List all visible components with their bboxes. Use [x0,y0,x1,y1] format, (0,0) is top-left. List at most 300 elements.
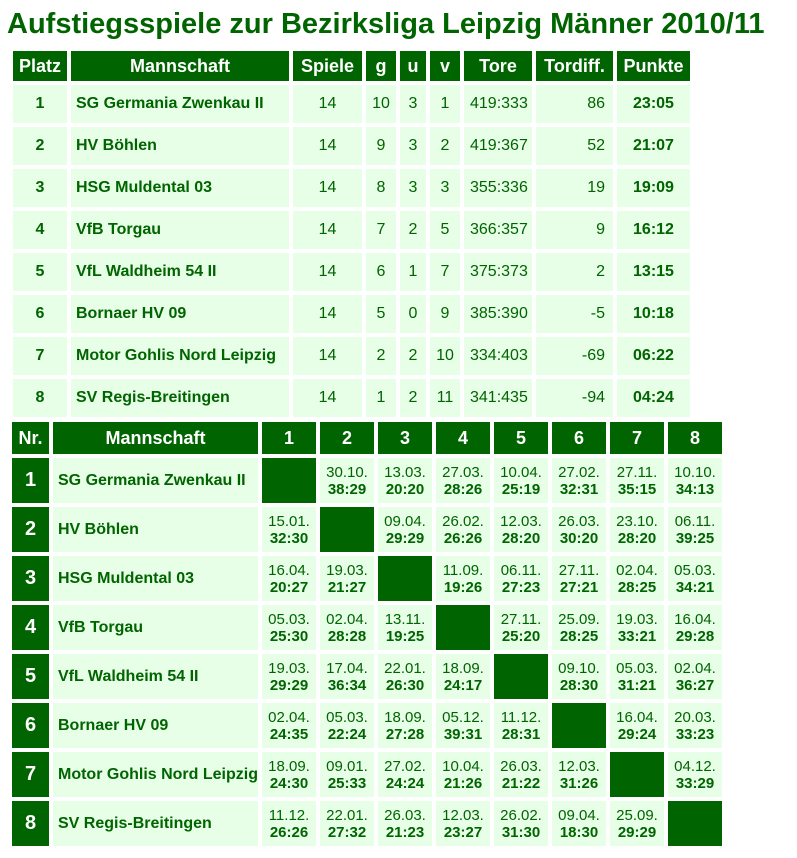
match-score: 19:25 [385,627,425,645]
result-cell [610,458,664,503]
team-cell: Bornaer HV 09 [53,703,258,748]
match-date: 11.09. [442,561,484,579]
losses-cell: 3 [430,169,460,207]
match-date: 19.03. [616,610,658,628]
standings-header-cell: u [400,51,426,81]
match-score: 34:13 [675,480,715,498]
result-cell [552,556,606,601]
match-date: 10.04. [500,463,542,481]
match-date: 27.11. [558,561,600,579]
match-date: 27.03. [442,463,484,481]
match-date: 06.11. [500,561,542,579]
match-score: 23:27 [443,823,483,841]
goals-cell: 355:336 [464,169,532,207]
row-number-cell: 6 [12,703,49,748]
points-cell: 19:09 [617,169,690,207]
result-cell [610,703,664,748]
result-cell [436,801,490,846]
result-cell [494,752,548,797]
points-cell: 06:22 [617,337,690,375]
standings-table [9,47,694,421]
match-score: 29:29 [617,823,657,841]
goals-cell: 366:357 [464,211,532,249]
goals-cell: 334:403 [464,337,532,375]
match-score: 38:29 [327,480,367,498]
result-cell [436,752,490,797]
points-cell: 10:18 [617,295,690,333]
losses-cell: 9 [430,295,460,333]
match-date: 09.04. [558,806,600,824]
match-score: 36:34 [327,676,367,694]
standings-header-cell: g [366,51,396,81]
match-date: 02.04. [326,610,368,628]
match-score: 28:30 [559,676,599,694]
goal-diff-cell: 9 [536,211,613,249]
row-number-cell: 7 [12,752,49,797]
self-match-cell [262,458,316,503]
result-cell [436,654,490,699]
result-cell [262,605,316,650]
draws-cell: 2 [400,379,426,417]
result-cell [436,458,490,503]
goals-cell: 419:333 [464,85,532,123]
row-number-cell: 1 [12,458,49,503]
games-cell: 14 [293,253,362,291]
match-date: 13.03. [384,463,426,481]
match-score: 28:31 [501,725,541,743]
wins-cell: 8 [366,169,396,207]
draws-cell: 1 [400,253,426,291]
goal-diff-cell: 19 [536,169,613,207]
match-score: 25:30 [269,627,309,645]
rank-cell: 7 [13,337,67,375]
wins-cell: 5 [366,295,396,333]
draws-cell: 3 [400,85,426,123]
losses-cell: 5 [430,211,460,249]
result-cell [378,703,432,748]
match-date: 22.01. [326,806,368,824]
match-score: 21:22 [501,774,541,792]
matrix-header-row [12,422,722,454]
match-score: 35:15 [617,480,657,498]
points-cell: 04:24 [617,379,690,417]
match-date: 19.03. [326,561,368,579]
match-date: 15.01. [268,512,310,530]
table-row [13,379,690,417]
team-cell: Motor Gohlis Nord Leipzig [53,752,258,797]
match-score: 27:28 [385,725,425,743]
table-row [12,458,722,503]
self-match-cell [668,801,722,846]
games-cell: 14 [293,337,362,375]
match-date: 06.11. [674,512,716,530]
match-date: 19.03. [268,659,310,677]
table-row [12,605,722,650]
match-score: 34:21 [675,578,715,596]
result-cell [378,605,432,650]
goal-diff-cell: -5 [536,295,613,333]
match-date: 16.04. [674,610,716,628]
match-date: 26.03. [500,757,542,775]
goals-cell: 419:367 [464,127,532,165]
match-score: 21:23 [385,823,425,841]
table-row [12,801,722,846]
match-score: 28:20 [617,529,657,547]
match-score: 25:20 [501,627,541,645]
points-cell: 21:07 [617,127,690,165]
self-match-cell [552,703,606,748]
team-cell: HSG Muldental 03 [53,556,258,601]
row-number-cell: 5 [12,654,49,699]
result-cell [494,556,548,601]
goal-diff-cell: -94 [536,379,613,417]
match-date: 04.12. [674,757,716,775]
match-date: 27.02. [558,463,600,481]
result-cell [494,801,548,846]
losses-cell: 7 [430,253,460,291]
match-score: 21:26 [443,774,483,792]
standings-header-cell: Tordiff. [536,51,613,81]
match-date: 02.04. [674,659,716,677]
self-match-cell [436,605,490,650]
match-date: 02.04. [616,561,658,579]
match-score: 28:28 [327,627,367,645]
result-cell [320,605,374,650]
goal-diff-cell: -69 [536,337,613,375]
match-score: 28:25 [617,578,657,596]
match-score: 29:28 [675,627,715,645]
matrix-header-cell: 8 [668,422,722,454]
result-cell [610,507,664,552]
points-cell: 16:12 [617,211,690,249]
draws-cell: 0 [400,295,426,333]
result-cell [610,654,664,699]
row-number-cell: 4 [12,605,49,650]
match-date: 10.04. [442,757,484,775]
rank-cell: 3 [13,169,67,207]
result-cell [378,654,432,699]
match-date: 22.01. [384,659,426,677]
result-cell [610,801,664,846]
match-score: 31:26 [559,774,599,792]
match-score: 29:29 [269,676,309,694]
result-cell [262,752,316,797]
team-cell: SG Germania Zwenkau II [53,458,258,503]
match-date: 17.04. [326,659,368,677]
match-date: 26.02. [500,806,542,824]
team-cell: SV Regis-Breitingen [71,379,289,417]
match-score: 26:30 [385,676,425,694]
result-cell [668,752,722,797]
match-score: 28:25 [559,627,599,645]
goals-cell: 341:435 [464,379,532,417]
row-number-cell: 2 [12,507,49,552]
result-cell [262,801,316,846]
goal-diff-cell: 86 [536,85,613,123]
match-score: 32:31 [559,480,599,498]
match-score: 31:30 [501,823,541,841]
table-row [13,211,690,249]
table-row [13,85,690,123]
match-date: 12.03. [558,757,600,775]
result-cell [668,507,722,552]
match-date: 12.03. [500,512,542,530]
match-score: 39:31 [443,725,483,743]
result-cell [378,458,432,503]
match-score: 27:32 [327,823,367,841]
match-score: 36:27 [675,676,715,694]
match-score: 24:30 [269,774,309,792]
rank-cell: 8 [13,379,67,417]
matrix-header-cell: 3 [378,422,432,454]
result-cell [494,507,548,552]
goals-cell: 375:373 [464,253,532,291]
games-cell: 14 [293,211,362,249]
match-score: 29:24 [617,725,657,743]
games-cell: 14 [293,169,362,207]
row-number-cell: 3 [12,556,49,601]
match-date: 18.09. [268,757,310,775]
match-score: 18:30 [559,823,599,841]
rank-cell: 6 [13,295,67,333]
match-date: 10.10. [674,463,716,481]
match-score: 24:24 [385,774,425,792]
match-date: 16.04. [268,561,310,579]
match-score: 39:25 [675,529,715,547]
match-score: 29:29 [385,529,425,547]
table-row [12,507,722,552]
wins-cell: 9 [366,127,396,165]
match-date: 13.11. [384,610,426,628]
match-date: 27.02. [384,757,426,775]
match-score: 25:33 [327,774,367,792]
match-date: 18.09. [384,708,426,726]
standings-header-row [13,51,690,81]
match-date: 18.09. [442,659,484,677]
results-matrix-table [8,418,726,850]
match-date: 23.10. [616,512,658,530]
match-date: 05.03. [268,610,310,628]
team-cell: HV Böhlen [53,507,258,552]
games-cell: 14 [293,85,362,123]
match-score: 27:23 [501,578,541,596]
result-cell [552,605,606,650]
team-cell: VfL Waldheim 54 II [53,654,258,699]
match-date: 05.03. [616,659,658,677]
team-cell: Bornaer HV 09 [71,295,289,333]
table-row [12,556,722,601]
match-date: 20.03. [674,708,716,726]
standings-header-cell: Punkte [617,51,690,81]
standings-header-cell: Spiele [293,51,362,81]
result-cell [436,507,490,552]
goal-diff-cell: 52 [536,127,613,165]
result-cell [552,458,606,503]
team-cell: HV Böhlen [71,127,289,165]
match-score: 26:26 [269,823,309,841]
standings-header-cell: Platz [13,51,67,81]
standings-header-cell: v [430,51,460,81]
match-score: 33:21 [617,627,657,645]
result-cell [668,605,722,650]
table-row [12,752,722,797]
matrix-header-cell: 4 [436,422,490,454]
result-cell [320,801,374,846]
match-date: 26.02. [442,512,484,530]
result-cell [494,703,548,748]
standings-body [13,85,690,417]
match-date: 09.01. [326,757,368,775]
match-score: 33:29 [675,774,715,792]
games-cell: 14 [293,379,362,417]
result-cell [552,801,606,846]
match-score: 20:27 [269,578,309,596]
rank-cell: 5 [13,253,67,291]
result-cell [262,556,316,601]
result-cell [436,556,490,601]
match-date: 09.10. [558,659,600,677]
self-match-cell [610,752,664,797]
result-cell [378,801,432,846]
result-cell [552,507,606,552]
matrix-header-cell: 6 [552,422,606,454]
match-score: 19:26 [443,578,483,596]
wins-cell: 1 [366,379,396,417]
result-cell [262,507,316,552]
page-title: Aufstiegsspiele zur Bezirksliga Leipzig Männer 2010/11 [7,8,765,40]
match-score: 26:26 [443,529,483,547]
points-cell: 23:05 [617,85,690,123]
table-row [13,169,690,207]
goal-diff-cell: 2 [536,253,613,291]
table-row [12,654,722,699]
match-score: 20:20 [385,480,425,498]
match-date: 16.04. [616,708,658,726]
match-score: 28:20 [501,529,541,547]
match-score: 33:23 [675,725,715,743]
result-cell [610,605,664,650]
losses-cell: 11 [430,379,460,417]
match-date: 27.11. [616,463,658,481]
wins-cell: 6 [366,253,396,291]
match-date: 26.03. [558,512,600,530]
match-date: 05.03. [674,561,716,579]
team-cell: Motor Gohlis Nord Leipzig [71,337,289,375]
result-cell [320,556,374,601]
rank-cell: 2 [13,127,67,165]
goals-cell: 385:390 [464,295,532,333]
result-cell [494,458,548,503]
match-score: 31:21 [617,676,657,694]
match-score: 21:27 [327,578,367,596]
points-cell: 13:15 [617,253,690,291]
matrix-header-cell: Nr. [12,422,49,454]
result-cell [668,556,722,601]
match-date: 30.10. [326,463,368,481]
draws-cell: 3 [400,127,426,165]
match-date: 05.12. [442,708,484,726]
match-score: 30:20 [559,529,599,547]
matrix-header-cell: 7 [610,422,664,454]
result-cell [668,654,722,699]
team-cell: SG Germania Zwenkau II [71,85,289,123]
standings-header-cell: Tore [464,51,532,81]
match-date: 27.11. [500,610,542,628]
rank-cell: 1 [13,85,67,123]
result-cell [610,556,664,601]
result-cell [320,458,374,503]
match-score: 22:24 [327,725,367,743]
result-cell [320,654,374,699]
match-score: 24:17 [443,676,483,694]
match-score: 24:35 [269,725,309,743]
match-score: 27:21 [559,578,599,596]
wins-cell: 10 [366,85,396,123]
team-cell: VfB Torgau [53,605,258,650]
rank-cell: 4 [13,211,67,249]
wins-cell: 7 [366,211,396,249]
match-date: 09.04. [384,512,426,530]
losses-cell: 1 [430,85,460,123]
result-cell [436,703,490,748]
wins-cell: 2 [366,337,396,375]
games-cell: 14 [293,127,362,165]
table-row [13,127,690,165]
result-cell [552,654,606,699]
result-cell [378,507,432,552]
losses-cell: 2 [430,127,460,165]
matrix-header-cell: 5 [494,422,548,454]
result-cell [320,703,374,748]
matrix-header-cell: 1 [262,422,316,454]
matrix-header-cell: 2 [320,422,374,454]
match-score: 28:26 [443,480,483,498]
self-match-cell [378,556,432,601]
team-cell: VfL Waldheim 54 II [71,253,289,291]
table-row [13,253,690,291]
result-cell [668,703,722,748]
match-date: 26.03. [384,806,426,824]
result-cell [320,752,374,797]
result-cell [494,605,548,650]
result-cell [262,654,316,699]
matrix-body [12,458,722,846]
team-cell: SV Regis-Breitingen [53,801,258,846]
self-match-cell [320,507,374,552]
match-date: 25.09. [558,610,600,628]
match-score: 32:30 [269,529,309,547]
match-score: 25:19 [501,480,541,498]
games-cell: 14 [293,295,362,333]
matrix-header-cell: Mannschaft [53,422,258,454]
losses-cell: 10 [430,337,460,375]
draws-cell: 3 [400,169,426,207]
team-cell: HSG Muldental 03 [71,169,289,207]
result-cell [378,752,432,797]
match-date: 25.09. [616,806,658,824]
self-match-cell [494,654,548,699]
match-date: 05.03. [326,708,368,726]
result-cell [262,703,316,748]
match-date: 02.04. [268,708,310,726]
table-row [12,703,722,748]
draws-cell: 2 [400,211,426,249]
standings-header-cell: Mannschaft [71,51,289,81]
table-row [13,295,690,333]
table-row [13,337,690,375]
draws-cell: 2 [400,337,426,375]
result-cell [668,458,722,503]
